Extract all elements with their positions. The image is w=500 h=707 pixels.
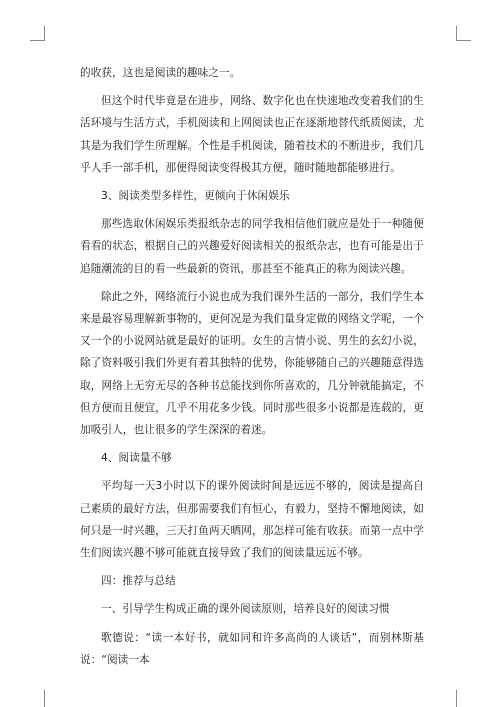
section-heading-reading-amount: 4、阅读量不够 [101, 452, 173, 465]
crop-mark-bottom-left [30, 690, 45, 707]
document-body [80, 62, 424, 677]
crop-mark-top-left [30, 26, 45, 41]
paragraph-online-novels: 除此之外，网络流行小说也成为我们课外生活的一部分，我们学生本来是最容易理解新事物的，更何况是为我们量身定做的网络文学呢，一个又一个的小说网站就是最好的证明。女生的言情小说、男生的玄幻小说，除了资料吸引我们外更有着其独特的优势，你能够随自己的兴趣随意得选取，网络上无穷无尽的各种书总能找到你所喜欢的，几分钟就能搞定，不但方便而且便宜，几乎不用花多少钱。同时那些很多小说都是连载的，更加吸引人，也让很多的学生深深的着迷。 [80, 290, 424, 437]
paragraph-digital-reading: 但这个时代毕竟是在进步，网络、数字化也在快速地改变着我们的生活环境与生活方式，手机阅读和上网阅读也正在逐渐地替代纸质阅读，尤其是为我们学生所理解。个性是手机阅读，随着技术的不断进步，我们几乎人手一部手机，那便得阅读变得极其方便，随时随地都能够进行。 [80, 95, 424, 174]
section-heading-guidance: 一、引导学生构成正确的课外阅读原则，培养良好的阅读习惯 [101, 603, 390, 616]
crop-mark-top-right [456, 26, 471, 41]
paragraph-continuation: 的收获，这也是阅读的趣味之一。 [80, 67, 241, 79]
paragraph-reading-time: 平均每一天3小时以下的课外阅读时间是远远不够的，阅读是提高自己素质的最好方法，但那需要我们有恒心，有毅力，坚持不懈地阅读，如何只是一时兴趣，三天打鱼两天晒网，那怎样可能有收获。而第一点中学生们阅读兴趣不够可能就直接导致了我们的阅读量远远不够。 [80, 480, 424, 560]
section-heading-recommendation: 四：推荐与总结 [101, 575, 176, 588]
paragraph-quotes: 歌德说：“读一本好书，就如同和许多高尚的人谈话”，而别林斯基说：“阅读一本 [80, 631, 424, 666]
section-heading-reading-types: 3、阅读类型多样性，更倾向于休闲娱乐 [101, 190, 290, 203]
crop-mark-bottom-right [456, 690, 471, 707]
paragraph-leisure-reading: 那些选取休闲娱乐类报纸杂志的同学我相信他们就应是处于一种随便看看的状态，根据自己的兴趣爱好阅读相关的报纸杂志，也有可能是出于追随潮流的目的看一些最新的资讯，那甚至不能真正的称为阅读兴趣。 [80, 218, 424, 275]
